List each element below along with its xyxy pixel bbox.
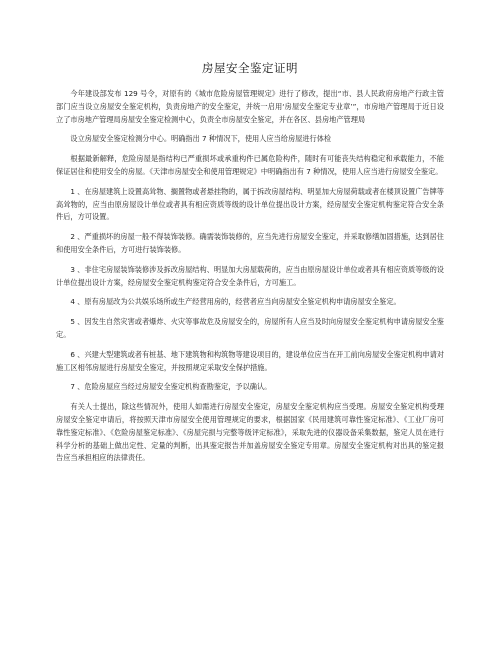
paragraph-item-5: 5 、因发生自然灾害或者爆炸、火灾等事故危及房屋安全的，房屋所有人应当及时向房屋安全鉴定机构申请房屋安全鉴定。	[56, 317, 444, 339]
paragraph-intro: 今年建设部发布 129 号令，对原有的《城市危险房屋管理规定》进行了修改，提出“市、县人民政府房地产行政主管部门应当设立房屋安全鉴定机构，负责房地产的安全鉴定，并统一启用‘房屋安全鉴定专业章’”，市房地产管理局于近日设立了市房地产管理局房屋安全鉴定检测中心，负责全市房屋安全鉴定，并在各区、县房地产管理局	[56, 89, 444, 124]
paragraph-item-6: 6 、兴建大型建筑或者有桩基、地下建筑物和构筑物等建设项目的，建设单位应当在开工前向房屋安全鉴定机构申请对施工区相邻房屋进行房屋安全鉴定，并按照规定采取安全保护措施。	[56, 349, 444, 372]
paragraph-item-7: 7 、危险房屋应当经过房屋安全鉴定机构查勘鉴定，予以确认。	[70, 382, 272, 392]
paragraph-item-3: 3 、非住宅房屋装饰装修涉及拆改房屋结构、明显加大房屋载荷的，应当由原房屋设计单位或者具有相应资质等级的设计单位提出设计方案，经房屋安全鉴定机构鉴定符合安全条件后，方可施工。	[56, 264, 444, 287]
paragraph-center-setup: 设立房屋安全鉴定检测分中心。明确指出 7 种情况下，使用人应当给房屋进行体检	[70, 134, 332, 144]
paragraph-item-4: 4 、原有房屋改为公共娱乐场所或生产经营用房的，经营者应当向房屋安全鉴定机构申请房屋安全鉴定。	[70, 297, 401, 307]
document-title: 房屋安全鉴定证明	[202, 61, 298, 75]
paragraph-item-1: 1 、在房屋建筑上设置高耸物、搁置物或者悬挂物的，属于拆改房屋结构、明显加大房屋荷载或者在楼顶设置广告牌等高耸物的，应当由原房屋设计单位或者具有相应资质等级的设计单位提出设计方案，经房屋安全鉴定机构鉴定符合安全条件后，方可设置。	[56, 186, 444, 222]
paragraph-item-2: 2 、严重损坏的房屋一般不得装饰装修。确需装饰装修的，应当先进行房屋安全鉴定，并采取修缮加固措施，达到居住和使用安全条件后，方可进行装饰装修。	[56, 232, 444, 254]
paragraph-conclusion: 有关人士提出，除这些情况外，使用人如需进行房屋安全鉴定，房屋安全鉴定机构应当受理。房屋安全鉴定机构受理房屋安全鉴定申请后，将按照天津市房屋安全使用管理规定的要求，根据国家《民用建筑可靠性鉴定标准》、《工业厂房可靠性鉴定标准》、《危险房屋鉴定标准》、《房屋完损与完整等级评定标准》，采取先进的仪器设备采集数据，鉴定人员在进行科学分析的基础上做出定性、定量的判断，出具鉴定报告并加盖房屋安全鉴定专用章。房屋安全鉴定机构对出具的鉴定报告应当承担相应的法律责任。	[56, 402, 444, 463]
paragraph-definition: 根据最新解释，危险房屋是指结构已严重损坏或承重构件已属危险构件，随时有可能丧失结构稳定和承载能力，不能保证居住和使用安全的房屋。《天津市房屋安全和使用管理规定》中明确指出有 7 种情况，使用人应当进行房屋安全鉴定。	[56, 154, 444, 176]
